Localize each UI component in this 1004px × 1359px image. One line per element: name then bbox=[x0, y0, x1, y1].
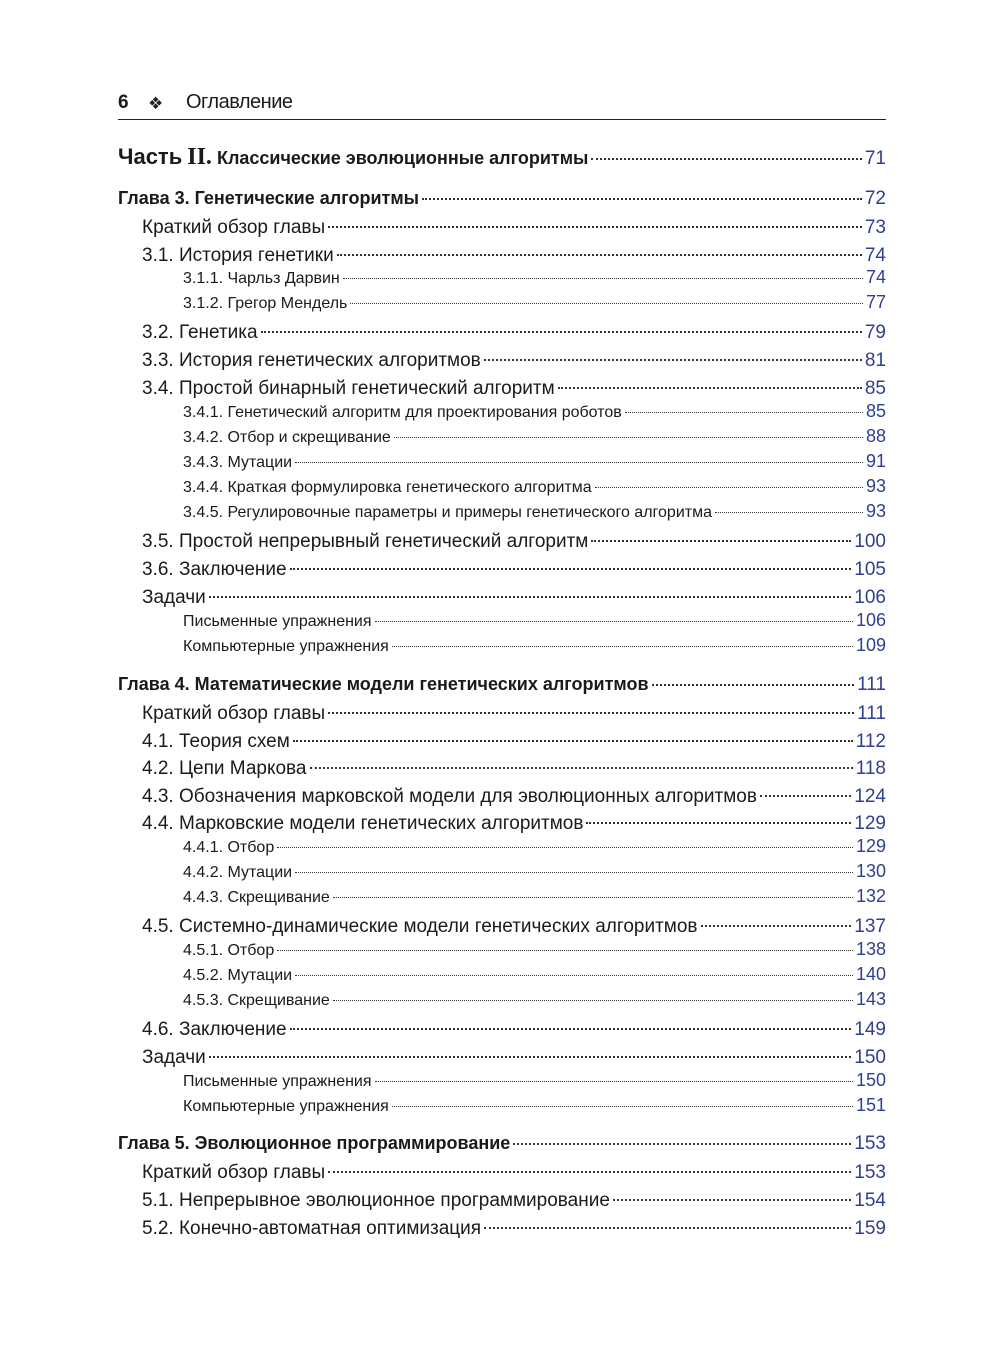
toc-page-number: 154 bbox=[854, 1190, 886, 1211]
toc-part[interactable] bbox=[118, 144, 886, 171]
toc-section[interactable] bbox=[118, 584, 886, 609]
toc-section[interactable] bbox=[118, 700, 886, 725]
leader-dots bbox=[422, 186, 862, 204]
toc-entry-label: 3.5. Простой непрерывный генетический алгоритм bbox=[142, 531, 589, 552]
leader-dots bbox=[333, 886, 853, 902]
leader-dots bbox=[295, 451, 863, 467]
toc-entry-label: Краткий обзор главы bbox=[142, 703, 326, 724]
toc-section[interactable] bbox=[118, 556, 886, 581]
leader-dots bbox=[209, 584, 852, 603]
toc-page-number: 132 bbox=[855, 886, 886, 906]
toc-part-label bbox=[118, 144, 588, 171]
leader-dots bbox=[394, 426, 863, 442]
toc-entry-label: Глава 5. Эволюционное программирование bbox=[118, 1133, 511, 1153]
toc-entry-label: 4.5.3. Скрещивание bbox=[183, 992, 330, 1009]
toc-page-number: 159 bbox=[854, 1218, 886, 1239]
toc-entry-label: 4.5.2. Мутации bbox=[183, 967, 293, 984]
leader-dots bbox=[595, 476, 863, 492]
leader-dots bbox=[558, 375, 862, 394]
toc-subsection[interactable] bbox=[118, 1095, 886, 1116]
toc-entry-label: 3.3. История генетических алгоритмов bbox=[142, 350, 481, 371]
toc-entry-label: 3.6. Заключение bbox=[142, 559, 287, 580]
toc-entry-label: Компьютерные упражнения bbox=[183, 1098, 389, 1115]
leader-dots bbox=[293, 728, 853, 747]
toc-page-number: 93 bbox=[865, 501, 886, 521]
toc-section[interactable] bbox=[118, 755, 886, 780]
toc-page-number: 151 bbox=[855, 1095, 886, 1115]
toc-section[interactable] bbox=[118, 728, 886, 753]
toc-entry-label: Краткий обзор главы bbox=[142, 1162, 326, 1183]
toc-entry-label: Глава 4. Математические модели генетических алгоритмов bbox=[118, 674, 649, 694]
leader-dots bbox=[484, 1215, 851, 1234]
toc-page-number: 106 bbox=[854, 587, 886, 608]
toc-page-number: 140 bbox=[855, 964, 886, 984]
leader-dots bbox=[613, 1187, 851, 1206]
toc-entry-label: Задачи bbox=[142, 587, 206, 608]
running-title: Оглавление bbox=[186, 91, 293, 113]
toc-page-number: 91 bbox=[865, 451, 886, 471]
part-roman: II. bbox=[187, 144, 212, 170]
toc-page-number: 100 bbox=[854, 531, 886, 552]
toc-entry-label: 5.1. Непрерывное эволюционное программирование bbox=[142, 1190, 610, 1211]
toc-page-number: 74 bbox=[865, 267, 886, 287]
leader-dots bbox=[277, 836, 853, 852]
toc-entry-label: 4.1. Теория схем bbox=[142, 731, 290, 752]
toc-subsection[interactable] bbox=[118, 501, 886, 522]
toc-page-number: 137 bbox=[854, 916, 886, 937]
toc-page-number: 93 bbox=[865, 476, 886, 496]
toc-section[interactable] bbox=[118, 913, 886, 938]
toc-page-number: 85 bbox=[865, 401, 886, 421]
toc-subsection[interactable] bbox=[118, 939, 886, 960]
toc-entry-label: 4.4.1. Отбор bbox=[183, 839, 275, 856]
toc-section[interactable] bbox=[118, 242, 886, 267]
toc-page-number: 153 bbox=[854, 1133, 886, 1154]
leader-dots bbox=[375, 610, 853, 626]
toc-subsection[interactable] bbox=[118, 267, 886, 288]
toc-subsection[interactable] bbox=[118, 476, 886, 497]
toc-section[interactable] bbox=[118, 1016, 886, 1041]
toc-entry-label: 3.4.5. Регулировочные параметры и примеры генетического алгоритма bbox=[183, 504, 712, 521]
toc-entry-label: 3.1.2. Грегор Мендель bbox=[183, 295, 348, 312]
toc-entry-label: 4.4.3. Скрещивание bbox=[183, 889, 330, 906]
toc-entry-label: 4.2. Цепи Маркова bbox=[142, 758, 307, 779]
toc-section[interactable] bbox=[118, 810, 886, 835]
toc-entry-label: 4.4. Марковские модели генетических алгоритмов bbox=[142, 813, 584, 834]
toc-page-number: 72 bbox=[864, 188, 886, 209]
toc-page-number: 73 bbox=[864, 217, 886, 238]
leader-dots bbox=[715, 501, 863, 517]
toc-section[interactable] bbox=[118, 1187, 886, 1212]
toc-page-number: 106 bbox=[855, 610, 886, 630]
part-title: Классические эволюционные алгоритмы bbox=[216, 148, 589, 168]
toc-page-number: 74 bbox=[864, 245, 886, 266]
leader-dots bbox=[392, 1095, 853, 1111]
toc-page-number: 111 bbox=[857, 674, 886, 695]
leader-dots bbox=[625, 401, 863, 417]
toc-section[interactable] bbox=[118, 783, 886, 808]
toc-subsection[interactable] bbox=[118, 610, 886, 631]
ornament-icon: ❖ bbox=[148, 94, 164, 113]
leader-dots bbox=[328, 1159, 851, 1178]
toc-page-number: 149 bbox=[854, 1019, 886, 1040]
leader-dots bbox=[209, 1044, 852, 1063]
toc-subsection[interactable] bbox=[118, 836, 886, 857]
leader-dots bbox=[328, 700, 854, 719]
toc-entry-label: Глава 3. Генетические алгоритмы bbox=[118, 188, 420, 208]
leader-dots bbox=[350, 292, 863, 308]
toc-subsection[interactable] bbox=[118, 451, 886, 472]
toc-entry-label: 3.4.2. Отбор и скрещивание bbox=[183, 429, 391, 446]
leader-dots bbox=[277, 939, 853, 955]
toc-subsection[interactable] bbox=[118, 292, 886, 313]
page-header bbox=[118, 88, 886, 120]
toc-entry-label: Письменные упражнения bbox=[183, 613, 372, 630]
toc-section[interactable] bbox=[118, 528, 886, 553]
leader-dots bbox=[513, 1131, 851, 1149]
toc-page-number: 118 bbox=[855, 758, 886, 779]
toc-entry-label: 3.4.1. Генетический алгоритм для проектирования роботов bbox=[183, 404, 622, 421]
toc-section[interactable] bbox=[118, 1215, 886, 1240]
toc-subsection[interactable] bbox=[118, 635, 886, 656]
leader-dots bbox=[290, 556, 852, 575]
toc-page-number: 105 bbox=[854, 559, 886, 580]
toc-page-number: 143 bbox=[855, 989, 886, 1009]
toc-page-number: 130 bbox=[855, 861, 886, 881]
part-word: Часть bbox=[118, 144, 183, 169]
toc-page-number: 71 bbox=[864, 148, 886, 169]
leader-dots bbox=[652, 672, 855, 690]
toc-page-number: 129 bbox=[854, 813, 886, 834]
toc-entry-label: Компьютерные упражнения bbox=[183, 638, 389, 655]
leader-dots bbox=[310, 755, 853, 774]
toc-entry-label: 3.1. История генетики bbox=[142, 245, 334, 266]
toc-entry-label: 4.4.2. Мутации bbox=[183, 864, 293, 881]
page-number: 6 bbox=[118, 92, 129, 113]
toc-page-number: 85 bbox=[864, 378, 886, 399]
toc-subsection[interactable] bbox=[118, 426, 886, 447]
toc-subsection[interactable] bbox=[118, 964, 886, 985]
toc-page-number: 112 bbox=[855, 731, 886, 752]
toc-subsection[interactable] bbox=[118, 401, 886, 422]
toc-page-number: 81 bbox=[864, 350, 886, 371]
leader-dots bbox=[591, 528, 851, 547]
toc-entry-label: 3.2. Генетика bbox=[142, 322, 258, 343]
toc-page-number: 124 bbox=[854, 786, 886, 807]
toc-entry-label: 5.2. Конечно-автоматная оптимизация bbox=[142, 1218, 482, 1239]
toc-chapter[interactable] bbox=[118, 186, 886, 210]
toc-page-number: 111 bbox=[857, 703, 886, 724]
toc-subsection[interactable] bbox=[118, 989, 886, 1010]
toc-page-number: 153 bbox=[854, 1162, 886, 1183]
leader-dots bbox=[290, 1016, 852, 1035]
toc-page-number: 138 bbox=[855, 939, 886, 959]
toc-page-number: 150 bbox=[854, 1047, 886, 1068]
toc-page-number: 88 bbox=[865, 426, 886, 446]
leader-dots bbox=[701, 913, 852, 932]
toc-entry-label: Задачи bbox=[142, 1047, 206, 1068]
leader-dots bbox=[375, 1070, 853, 1086]
toc-page-number: 79 bbox=[864, 322, 886, 343]
toc-entry-label: 3.4. Простой бинарный генетический алгоритм bbox=[142, 378, 555, 399]
toc-chapter[interactable] bbox=[118, 1131, 886, 1155]
leader-dots bbox=[586, 810, 851, 829]
toc-page-number: 77 bbox=[865, 292, 886, 312]
leader-dots bbox=[392, 635, 853, 651]
leader-dots bbox=[328, 214, 862, 233]
toc-page-number: 129 bbox=[855, 836, 886, 856]
toc-subsection[interactable] bbox=[118, 861, 886, 882]
toc-section[interactable] bbox=[118, 347, 886, 372]
leader-dots bbox=[760, 783, 851, 802]
toc-entry-label: 4.5.1. Отбор bbox=[183, 942, 275, 959]
toc-page-number: 109 bbox=[855, 635, 886, 655]
toc-section[interactable] bbox=[118, 1159, 886, 1184]
leader-dots bbox=[591, 146, 861, 164]
toc-entry-label: 4.3. Обозначения марковской модели для эволюционных алгоритмов bbox=[142, 786, 757, 807]
toc-section[interactable] bbox=[118, 375, 886, 400]
leader-dots bbox=[295, 861, 853, 877]
toc-entry-label: Письменные упражнения bbox=[183, 1073, 372, 1090]
toc-section[interactable] bbox=[118, 1044, 886, 1069]
leader-dots bbox=[484, 347, 862, 366]
leader-dots bbox=[295, 964, 853, 980]
leader-dots bbox=[333, 989, 853, 1005]
toc-subsection[interactable] bbox=[118, 886, 886, 907]
leader-dots bbox=[343, 267, 863, 283]
leader-dots bbox=[337, 242, 862, 261]
toc-subsection[interactable] bbox=[118, 1070, 886, 1091]
toc-entry-label: 3.4.4. Краткая формулировка генетического алгоритма bbox=[183, 479, 592, 496]
toc-entry-label: 4.5. Системно-динамические модели генетических алгоритмов bbox=[142, 916, 698, 937]
toc-section[interactable] bbox=[118, 214, 886, 239]
toc-chapter[interactable] bbox=[118, 672, 886, 696]
toc-entry-label: 3.4.3. Мутации bbox=[183, 454, 293, 471]
toc-section[interactable] bbox=[118, 319, 886, 344]
toc-entry-label: Краткий обзор главы bbox=[142, 217, 326, 238]
leader-dots bbox=[261, 319, 862, 338]
toc-entry-label: 3.1.1. Чарльз Дарвин bbox=[183, 270, 340, 287]
toc-entry-label: 4.6. Заключение bbox=[142, 1019, 287, 1040]
toc-page-number: 150 bbox=[855, 1070, 886, 1090]
